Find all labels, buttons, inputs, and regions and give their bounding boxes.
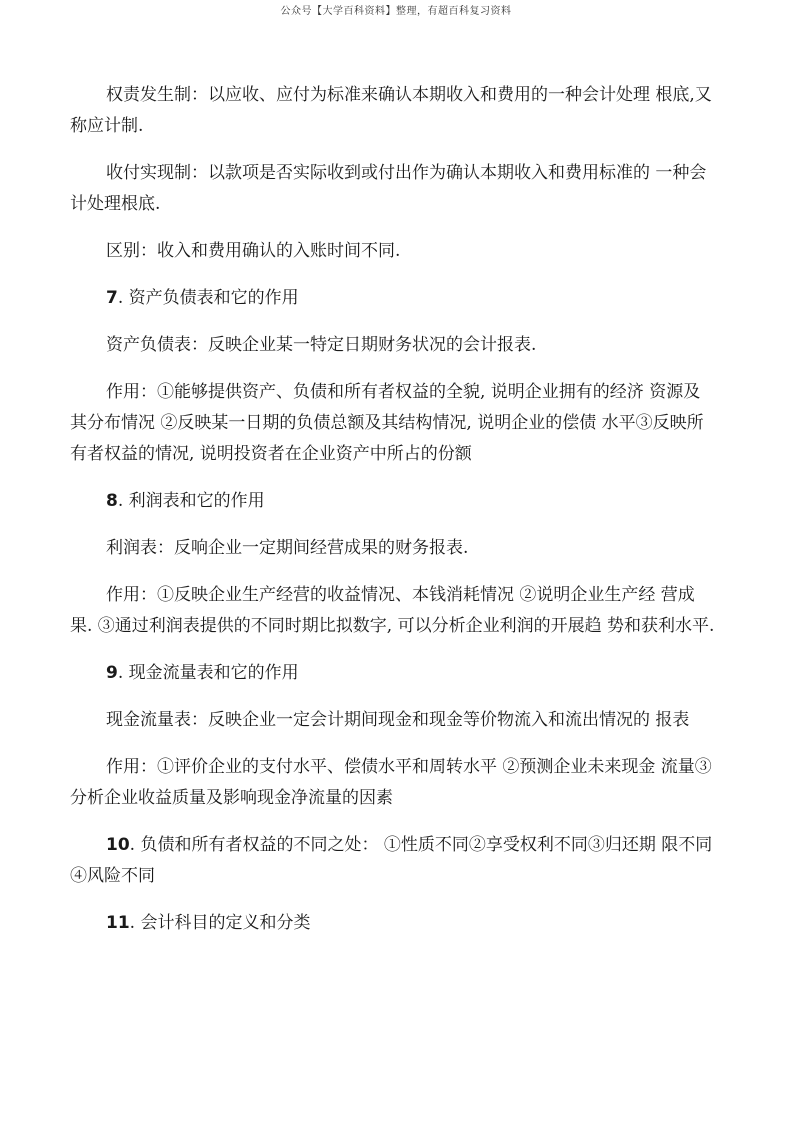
paragraph-accrual-basis: 权责发生制：以应收、应付为标准来确认本期收入和费用的一种会计处理 根底,又称应计制.	[70, 85, 712, 136]
heading-number: 7	[106, 288, 118, 308]
heading-text: . 负债和所有者权益的不同之处： ①性质不同②享受权利不同③归还期 限不同④风险不同	[70, 835, 713, 886]
heading-number: 11	[106, 913, 130, 933]
heading-number: 9	[106, 663, 118, 683]
heading-text: . 资产负债表和它的作用	[117, 288, 299, 308]
heading-number: 8	[106, 491, 118, 511]
heading-text: . 现金流量表和它的作用	[117, 663, 299, 683]
paragraph-balance-sheet-uses: 作用：①能够提供资产、负债和所有者权益的全貌, 说明企业拥有的经济 资源及其分布情况 ②反映某一日期的负债总额及其结构情况, 说明企业的偿债 水平③反映所有者权益的情况, 说明投资者在企业资产中所占的份额	[70, 382, 704, 464]
heading-accounting-subjects	[70, 908, 716, 939]
heading-number: 10	[106, 835, 130, 855]
paragraph-cash-flow-def: 现金流量表：反映企业一定会计期间现金和现金等价物流入和流出情况的 报表	[106, 710, 690, 730]
document-body	[70, 80, 716, 955]
heading-text: . 利润表和它的作用	[117, 491, 265, 511]
heading-liabilities-equity	[70, 830, 716, 892]
page-header: 公众号【大学百科资料】整理，有超百科复习资料	[280, 6, 512, 17]
paragraph-difference: 区别：收入和费用确认的入账时间不同.	[106, 241, 401, 261]
heading-cash-flow	[70, 658, 716, 689]
paragraph-income-statement-def: 利润表：反响企业一定期间经营成果的财务报表.	[106, 538, 469, 558]
paragraph-cash-flow-uses: 作用：①评价企业的支付水平、偿债水平和周转水平 ②预测企业未来现金 流量③分析企业收益质量及影响现金净流量的因素	[70, 757, 712, 808]
paragraph-cash-basis: 收付实现制：以款项是否实际收到或付出作为确认本期收入和费用标准的 一种会计处理根底.	[70, 163, 707, 214]
paragraph-income-statement-uses: 作用：①反映企业生产经营的收益情况、本钱消耗情况 ②说明企业生产经 营成果. ③通过利润表提供的不同时期比拟数字, 可以分析企业利润的开展趋 势和获利水平.	[70, 585, 715, 636]
heading-balance-sheet	[70, 283, 716, 314]
heading-income-statement	[70, 486, 716, 517]
heading-text: . 会计科目的定义和分类	[129, 913, 311, 933]
paragraph-balance-sheet-def: 资产负债表：反映企业某一特定日期财务状况的会计报表.	[106, 335, 537, 355]
